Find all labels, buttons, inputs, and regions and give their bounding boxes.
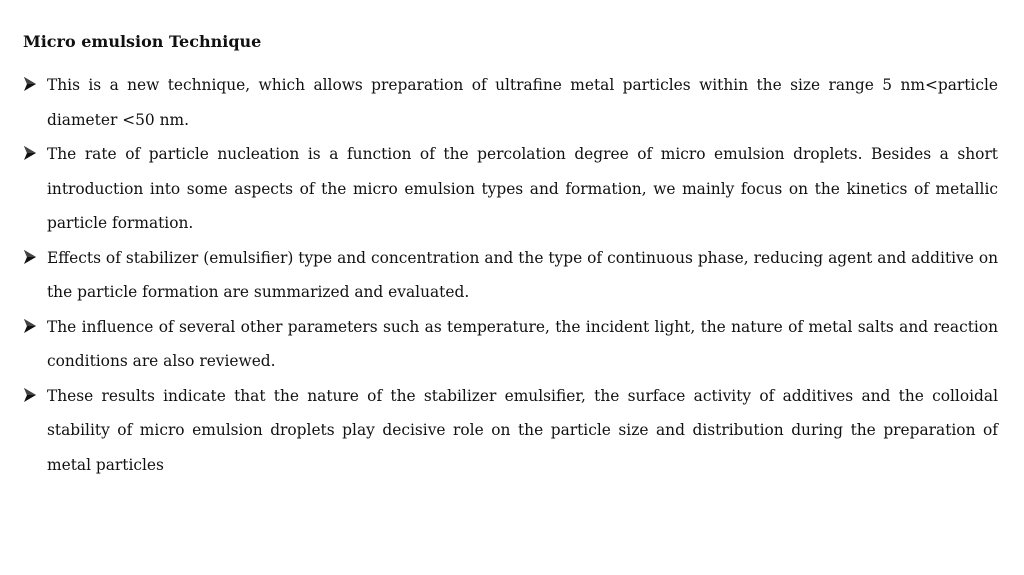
slide-title: Micro emulsion Technique [23,32,262,51]
arrow-bullet-icon [23,145,37,161]
bullet-text: This is a new technique, which allows preparation of ultrafine metal particles within the size range 5 nm<particle diameter <50 nm. [47,76,998,129]
bullet-text: Effects of stabilizer (emulsifier) type and concentration and the type of continuous phase, reducing agent and additive on the particle formation are summarized and evaluated. [47,248,998,301]
bullet-text: The rate of particle nucleation is a function of the percolation degree of micro emulsion droplets. Besides a short introduction into some aspects of the micro emulsion types and formation, we mainly focus on the kinetics of metallic particle formation. [47,145,998,232]
bullet-text: The influence of several other parameters such as temperature, the incident light, the nature of metal salts and reaction conditions are also reviewed. [47,317,998,370]
arrow-bullet-icon [23,318,37,334]
bullet-list [23,68,998,482]
arrow-bullet-icon [23,387,37,403]
bullet-item [23,68,998,137]
bullet-item [23,310,998,379]
bullet-item [23,241,998,310]
arrow-bullet-icon [23,76,37,92]
arrow-bullet-icon [23,249,37,265]
bullet-item [23,379,998,483]
bullet-text: These results indicate that the nature of the stabilizer emulsifier, the surface activity of additives and the colloidal stability of micro emulsion droplets play decisive role on the particle size and distribution during the preparation of metal particles [47,386,998,474]
bullet-item [23,137,998,241]
